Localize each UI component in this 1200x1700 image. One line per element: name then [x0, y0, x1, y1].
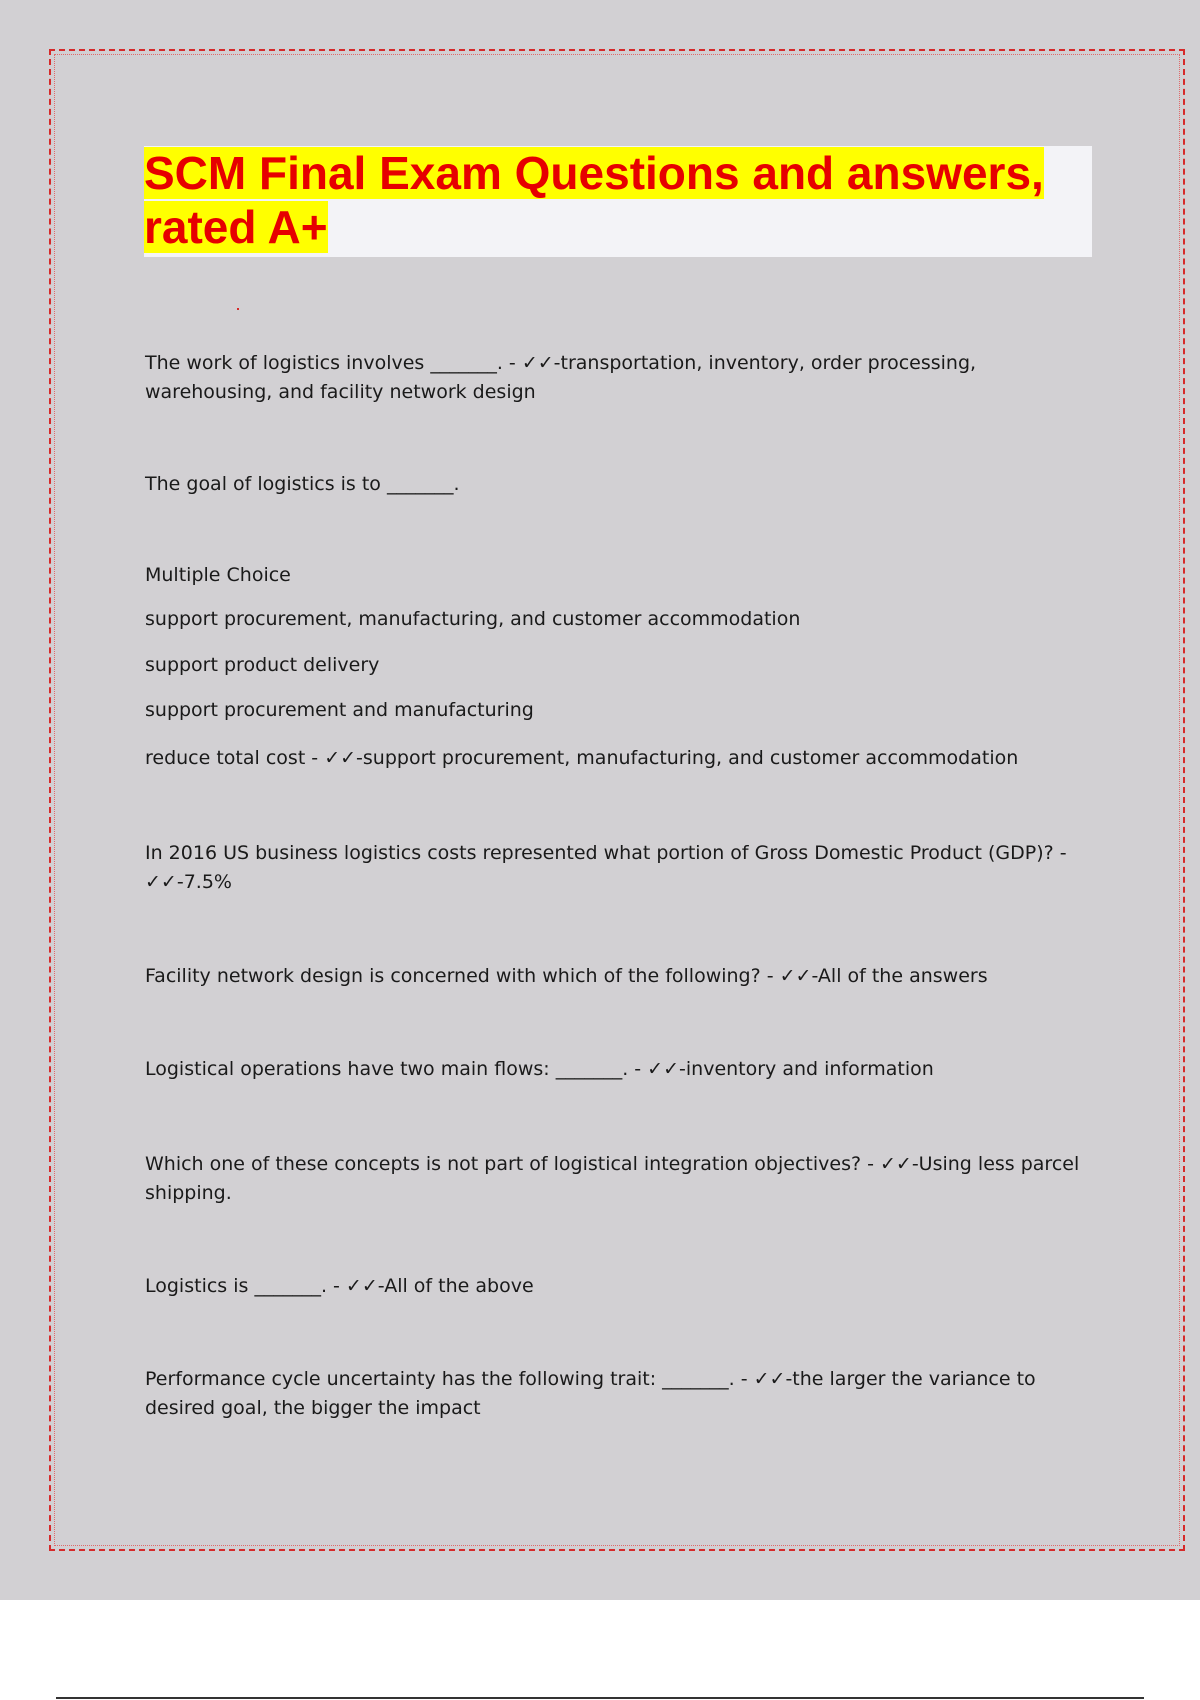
page-border — [49, 49, 1185, 1551]
document-title: SCM Final Exam Questions and answers, rated A+ — [144, 147, 1044, 253]
qa-item-5: Logistical operations have two main flows: _______. - ✓✓-inventory and information — [145, 1058, 934, 1080]
qa-item-7: Logistics is _______. - ✓✓-All of the above — [145, 1275, 534, 1297]
decorative-dot — [237, 308, 239, 310]
choice-option-answer: reduce total cost - ✓✓-support procurement, manufacturing, and customer accommodation — [145, 747, 1019, 769]
choice-label: Multiple Choice — [145, 564, 291, 586]
bottom-divider — [56, 1697, 1144, 1699]
qa-item-8: Performance cycle uncertainty has the following trait: _______. - ✓✓-the larger the variance to desired goal, the bigger the impact — [145, 1368, 1036, 1419]
choice-option: support procurement and manufacturing — [145, 699, 534, 721]
choice-option: support procurement, manufacturing, and customer accommodation — [145, 608, 801, 630]
qa-item-4: Facility network design is concerned with which of the following? - ✓✓-All of the answers — [145, 965, 988, 987]
qa-item-6: Which one of these concepts is not part of logistical integration objectives? - ✓✓-Using less parcel shipping. — [145, 1153, 1080, 1204]
qa-item-3: In 2016 US business logistics costs represented what portion of Gross Domestic Product (GDP)? - ✓✓-7.5% — [145, 842, 1067, 893]
title-box — [144, 146, 1092, 257]
qa-item-1: The work of logistics involves _______. - ✓✓-transportation, inventory, order processing, warehousing, and facility network design — [145, 352, 977, 403]
qa-item-2: The goal of logistics is to _______. — [145, 473, 460, 495]
choice-option: support product delivery — [145, 654, 380, 676]
